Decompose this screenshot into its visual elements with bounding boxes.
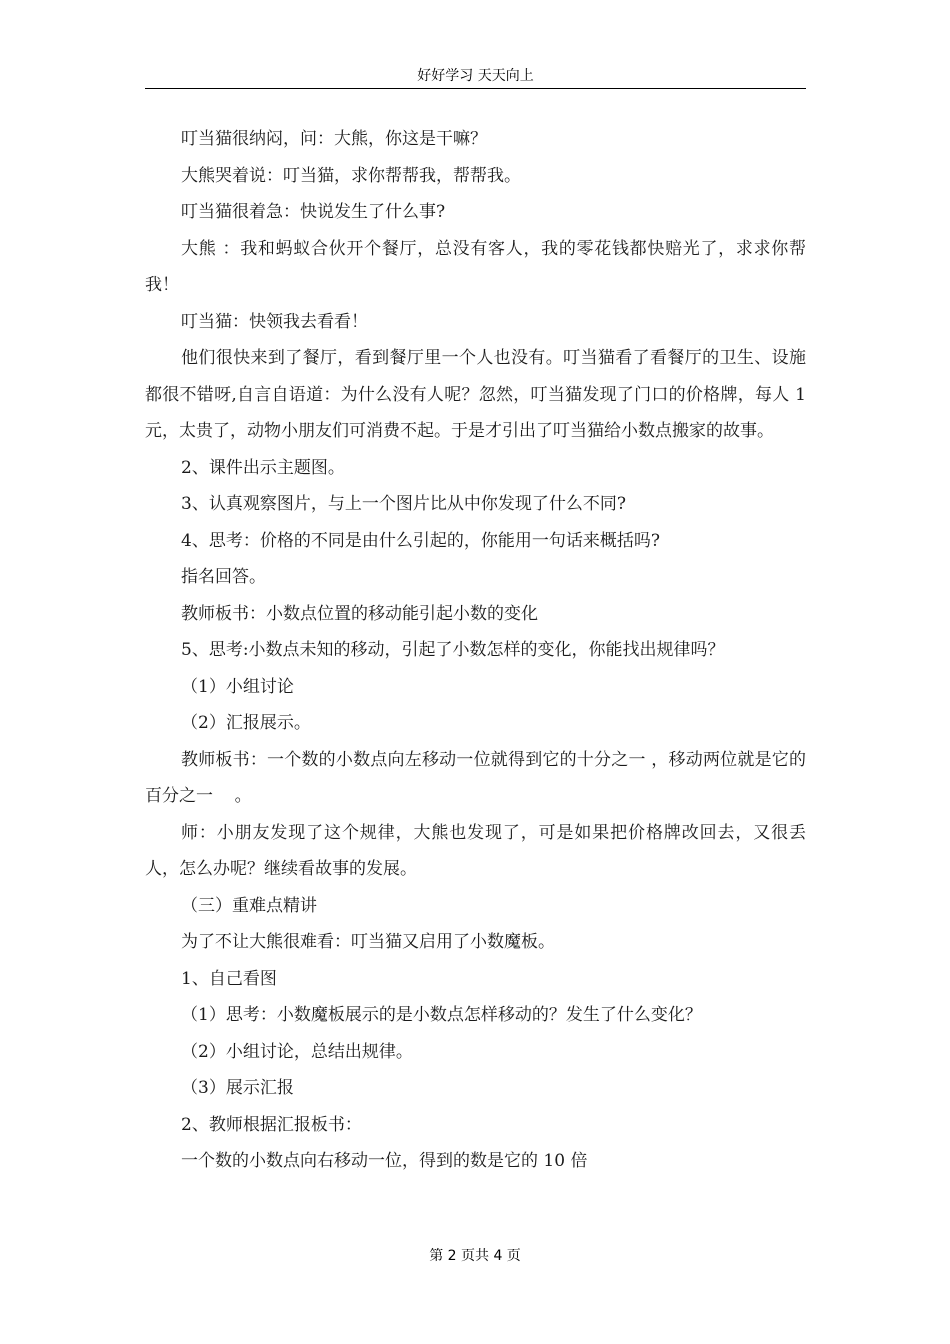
paragraph-11: 教师板书：小数点位置的移动能引起小数的变化 [181,603,538,624]
paragraph-15: 教师板书：一个数的小数点向左移动一位就得到它的十分之一 ，移动两位就是它的百分之一 。 [145,749,806,806]
paragraph-4: 大熊 ：我和蚂蚁合伙开个餐厅，总没有客人，我的零花钱都快赔光了，求求你帮我！ [145,238,806,295]
paragraph-10: 指名回答。 [181,567,266,587]
paragraph-3: 叮当猫很着急：快说发生了什么事? [181,202,446,222]
paragraph-16: 师：小朋友发现了这个规律，大熊也发现了，可是如果把价格牌改回去，又很丢人，怎么办呢？继续看故事的发展。 [145,822,806,879]
page-footer: 第 2 页共 4 页 [429,1248,521,1264]
paragraph-24: 一个数的小数点向右移动一位，得到的数是它的 10 倍 [181,1151,588,1171]
paragraph-12: 5、思考:小数点未知的移动，引起了小数怎样的变化，你能找出规律吗？ [181,640,725,660]
paragraph-7: 2、课件出示主题图。 [181,457,345,478]
paragraph-14: （2）汇报展示。 [181,713,311,733]
paragraph-18: 为了不让大熊很难看：叮当猫又启用了小数魔板。 [181,932,555,952]
paragraph-8: 3、认真观察图片，与上一个图片比从中你发现了什么不同? [181,494,626,514]
paragraph-19: 1、自己看图 [181,968,277,989]
paragraph-23: 2、教师根据汇报板书： [181,1114,362,1135]
paragraph-13: （1）小组讨论 [181,676,294,697]
page-header: 好好学习 天天向上 [145,66,806,89]
paragraph-6: 他们很快来到了餐厅，看到餐厅里一个人也没有。叮当猫看了看餐厅的卫生、设施都很不错呀,自言自语道：为什么没有人呢？忽然，叮当猫发现了门口的价格牌，每人 1 元，太贵了，动物小朋友们可消费不起。于是才引出了叮当猫给小数点搬家的故事。 [145,348,812,441]
paragraph-5: 叮当猫：快领我去看看！ [181,311,368,332]
document-body [145,121,812,1180]
paragraph-17: （三）重难点精讲 [181,895,317,916]
paragraph-20: （1）思考：小数魔板展示的是小数点怎样移动的？发生了什么变化？ [181,1005,702,1025]
paragraph-22: （3）展示汇报 [181,1078,294,1098]
paragraph-9: 4、思考：价格的不同是由什么引起的，你能用一句话来概括吗? [181,530,660,551]
paragraph-21: （2）小组讨论，总结出规律。 [181,1041,413,1062]
paragraph-2: 大熊哭着说：叮当猫，求你帮帮我，帮帮我。 [181,165,521,186]
paragraph-1: 叮当猫很纳闷，问：大熊，你这是干嘛？ [181,129,487,149]
